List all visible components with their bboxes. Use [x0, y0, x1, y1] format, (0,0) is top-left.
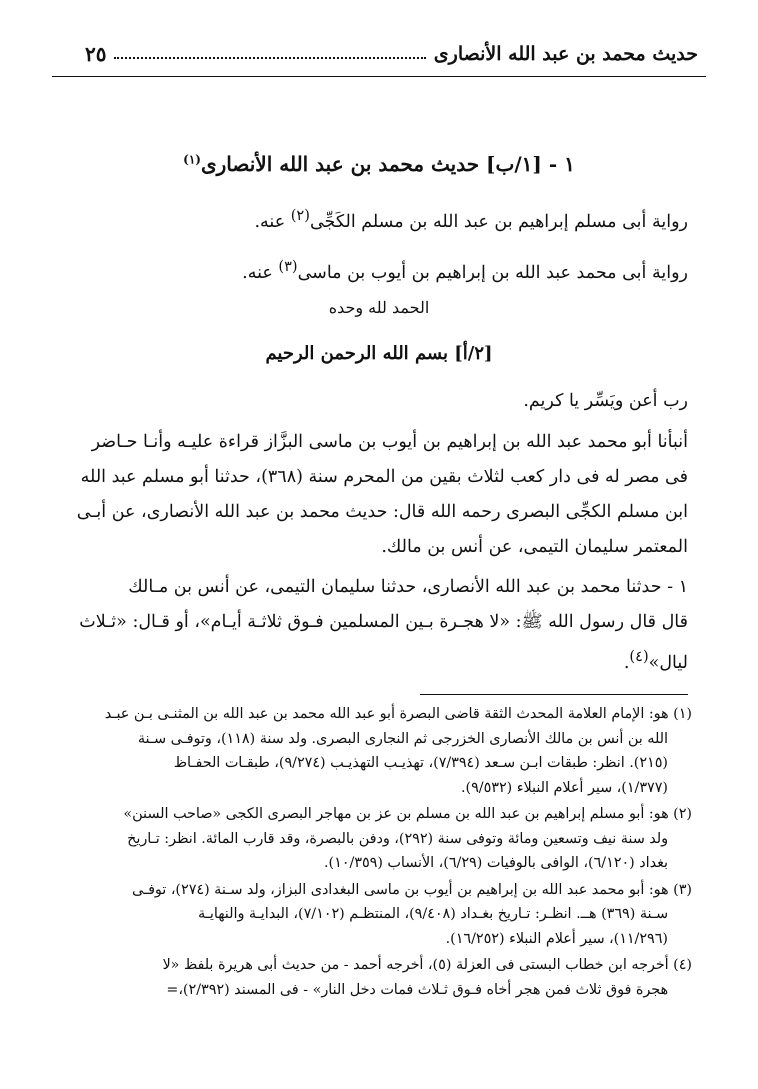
- footnotes: [70, 702, 692, 1004]
- footnote-1: (١) هو: الإمام العلامة المحدث الثقة قاضى البصرة أبو عبد الله محمد بن عبد الله بن المثنـى بـن عبـد الله بن أنس بن مالك الأنصارى الخزرجى ثم النجارى البصرى. ولد سنة (١١٨)، وتوفـى سـنة (٢١٥). انظر: طبقات ابـن سـعد (٧/٣٩٤)، تهذيـب التهذيـب (٩/٢٧٤)، طبقـات الحفـاظ (١/٣٧٧)، سير أعلام النبلاء (٩/٥٣٢).: [104, 706, 692, 796]
- leader-dots: [114, 49, 425, 59]
- isnad-line-2: فى مصر له فى دار كعب لثلاث بقين من المحرم سنة (٣٦٨)، حدثنا أبو مسلم عبد الله: [80, 467, 688, 487]
- isnad-line-1: أنبأنا أبو محمد عبد الله بن إبراهيم بن أيوب بن ماسى البزَّاز قراءة عليـه وأنـا حـاضر: [91, 432, 688, 452]
- footnote-3: (٣) هو: أبو محمد عبد الله بن إبراهيم بن أيوب بن ماسى البغدادى البزاز، ولد سـنة (٢٧٤)، توفـى سـنة (٣٦٩) هــ. انظـر: تـاريخ بغـداد (٩/٤٠٨)، المنتظـم (٧/١٠٢)، البدايـة والنهايـة (١١/٢٩٦)، سير أعلام النبلاء (١٦/٢٥٢).: [131, 881, 692, 947]
- riwaya-line-2: رواية أبى محمد عبد الله بن إبراهيم بن أيوب بن ماسى$^{(٣)}$ عنه.: [242, 258, 688, 283]
- footnote-ref: (١): [183, 152, 201, 167]
- hadith-line-3: ليال»$^{(٤)}$.: [623, 648, 688, 673]
- riwaya-line-1: رواية أبى مسلم إبراهيم بن عبد الله بن مسلم الكَجِّى$^{(٢)}$ عنه.: [254, 207, 688, 232]
- dua-line: رب أعن ويَسِّر يا كريم.: [523, 391, 688, 411]
- footnote-ref: (٣): [278, 258, 298, 275]
- footnote-ref: (٤): [629, 648, 649, 665]
- section-title: ١ - [١/ب] حديث محمد بن عبد الله الأنصارى$^{(١)}$: [183, 152, 575, 176]
- running-header: [85, 34, 698, 74]
- hamd-line: الحمد لله وحده: [328, 298, 430, 317]
- footnote-2: (٢) هو: أبو مسلم إبراهيم بن عبد الله بن مسلم بن عز بن مهاجر البصرى الكجى «صاحب السنن» ولد سنة نيف وتسعين ومائة وتوفى سنة (٢٩٢)، ودفن بالبصرة، وقد قارب المائة. انظر: تـاريخ بغداد (٦/١٢٠)، الوافى بالوفيات (٦/٢٩)، الأنساب (١٠/٣٥٩).: [123, 806, 692, 871]
- basmala-heading: [٢/أ] بسم الله الرحمن الرحيم: [265, 343, 493, 364]
- isnad-line-3: ابن مسلم الكجِّى البصرى رحمه الله قال: حديث محمد بن عبد الله الأنصارى، عن أبـى: [76, 502, 688, 522]
- hadith-line-1: ١ - حدثنا محمد بن عبد الله الأنصارى، حدثنا سليمان التيمى، عن أنس بن مـالك: [128, 577, 688, 597]
- page-number: ٢٥: [85, 42, 107, 66]
- footnote-ref: (٢): [290, 207, 310, 224]
- footnote-4: (٤) أخرجه ابن خطاب البستى فى العزلة (٥)، أخرجه أحمد - من حديث أبى هريرة بلفظ «لا هجرة فوق ثلاث فمن هجر أخاه فـوق ثـلاث فمات دخل النار» - فى المسند (٢/٣٩٢)،=: [162, 957, 692, 998]
- running-title: حديث محمد بن عبد الله الأنصارى: [433, 43, 698, 65]
- isnad-line-4: المعتمر سليمان التيمى، عن أنس بن مالك.: [381, 537, 688, 557]
- hadith-line-2: قال قال رسول الله ﷺ: «لا هجـرة بـين المسلمين فـوق ثلاثـة أيـام»، أو قـال: «ثـلاث: [79, 612, 688, 632]
- header-rule: [52, 76, 706, 77]
- footnote-rule: [420, 694, 688, 695]
